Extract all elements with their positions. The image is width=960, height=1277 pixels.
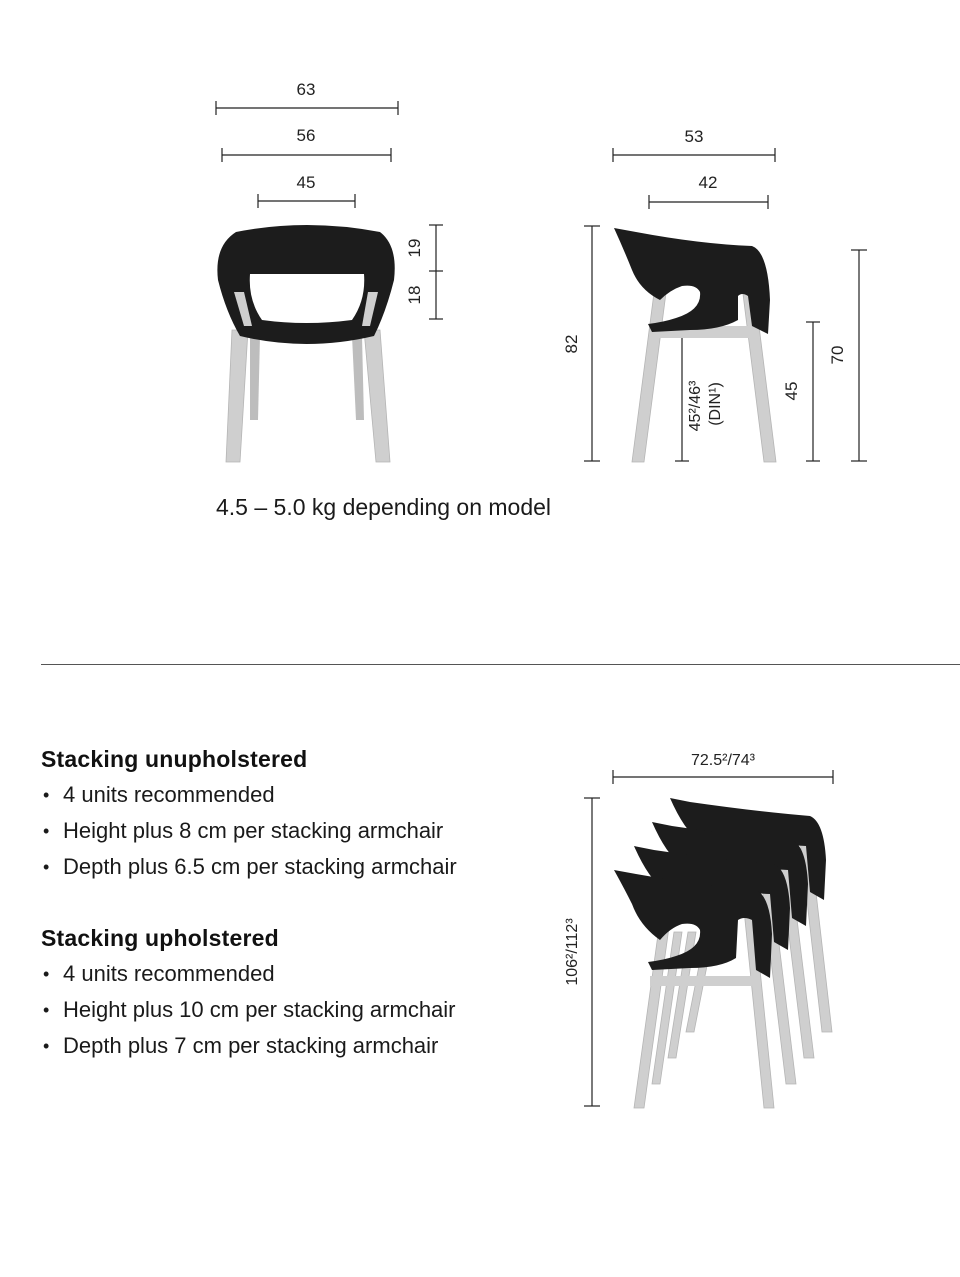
list-item: • Depth plus 6.5 cm per stacking armchair <box>43 854 457 879</box>
dim-arm-height: 70 <box>828 345 847 365</box>
section-divider <box>41 664 960 665</box>
dim-din-note: (DIN¹) <box>707 382 724 426</box>
list-item: • 4 units recommended <box>43 782 275 807</box>
stacking-unupholstered-list <box>41 777 561 885</box>
stack-depth-label: 72.5²/74³ <box>690 752 756 769</box>
dim-back-upper: 19 <box>405 238 424 258</box>
stack-height-label: 106²/112³ <box>564 918 581 986</box>
list-item: • Depth plus 7 cm per stacking armchair <box>43 1033 439 1058</box>
list-item: • Height plus 8 cm per stacking armchair <box>43 818 444 843</box>
dim-overall-width: 63 <box>296 80 316 99</box>
dim-inner-width: 45 <box>296 173 316 192</box>
front-view-chair <box>217 225 394 462</box>
stacking-upholstered-title: Stacking upholstered <box>41 925 279 951</box>
stacking-unupholstered-title: Stacking unupholstered <box>41 746 308 772</box>
stacked-chairs <box>614 798 832 1108</box>
chair-dimension-drawing <box>0 0 960 480</box>
stacking-upholstered-section <box>41 925 561 1064</box>
dim-seat-height: 45 <box>782 381 801 401</box>
weight-note: 4.5 – 5.0 kg depending on model <box>216 494 552 520</box>
dim-total-height: 82 <box>562 334 581 354</box>
dim-seat-depth: 42 <box>698 173 718 192</box>
stacking-unupholstered-section <box>41 746 561 885</box>
dim-seat-height-din: 45²/46³ <box>687 380 704 432</box>
dim-seat-width: 56 <box>296 126 316 145</box>
dim-depth: 53 <box>684 127 704 146</box>
list-item: • Height plus 10 cm per stacking armchair <box>43 997 456 1022</box>
list-item: • 4 units recommended <box>43 961 275 986</box>
dim-back-lower: 18 <box>405 285 424 305</box>
stacking-upholstered-list <box>41 956 561 1064</box>
